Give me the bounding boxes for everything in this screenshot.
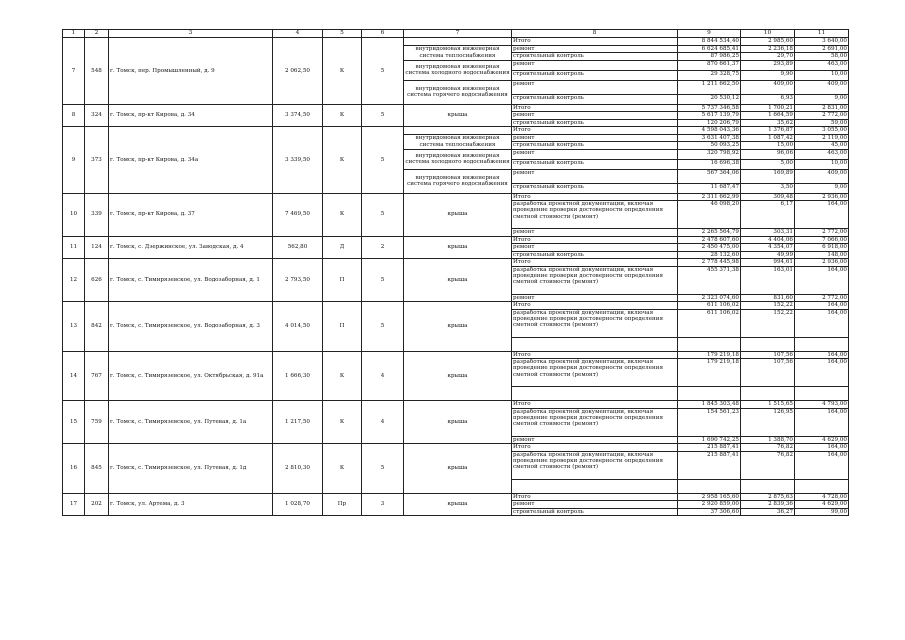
cost-limit: 7 066,00 <box>795 236 849 244</box>
floor-count: 2 <box>362 236 404 259</box>
work-control: строительный контроль <box>512 251 678 259</box>
cost-total: 611 106,02 <box>678 302 741 310</box>
floor-count: 5 <box>362 127 404 194</box>
engineering-system: внутридомовая инженерная система теплоснабжения <box>404 134 512 149</box>
cost-per-sqm: 6,17 <box>741 201 795 229</box>
cost-per-sqm: 6,93 <box>741 94 795 104</box>
cost-limit: 164,00 <box>795 451 849 479</box>
table-row <box>63 351 849 359</box>
cost-total: 2 958 165,60 <box>678 493 741 501</box>
work-repair: ремонт <box>512 229 678 237</box>
wall-material: П <box>323 259 362 302</box>
cost-total: 320 798,92 <box>678 149 741 159</box>
cost-blank <box>741 479 795 493</box>
total-label: Итого <box>512 38 678 46</box>
house-id: 626 <box>85 259 109 302</box>
cost-limit: 2 119,00 <box>795 134 849 142</box>
cost-blank <box>741 337 795 351</box>
floor-count: 5 <box>362 259 404 302</box>
house-address: г. Томск, с. Тимирязевское, ул. Октябрьская, д. 91а <box>109 351 273 401</box>
cost-blank <box>795 479 849 493</box>
cost-total: 120 206,79 <box>678 119 741 127</box>
wall-material: К <box>323 444 362 494</box>
total-label: Итого <box>512 302 678 310</box>
cost-limit: 99,00 <box>795 508 849 516</box>
work-repair: ремонт <box>512 45 678 53</box>
work-design: разработка проектной документации, включая проведение проверки достоверности определения сметной стоимости (ремонт) <box>512 451 678 479</box>
floor-count: 5 <box>362 193 404 236</box>
house-area: 7 469,50 <box>273 193 323 236</box>
engineering-system: внутридомовая инженерная система горячего водоснабжения <box>404 80 512 104</box>
house-address: г. Томск, с. Тимирязевское, ул. Путевая, д. 1а <box>109 401 273 444</box>
cost-total: 16 696,38 <box>678 159 741 169</box>
cost-per-sqm: 994,61 <box>741 259 795 267</box>
work-control: строительный контроль <box>512 94 678 104</box>
work-blank <box>512 337 678 351</box>
house-area: 2 793,50 <box>273 259 323 302</box>
cost-blank <box>678 479 741 493</box>
cost-limit: 2 772,00 <box>795 229 849 237</box>
cost-total: 567 364,06 <box>678 169 741 183</box>
cost-limit: 6 918,00 <box>795 244 849 252</box>
house-id: 767 <box>85 351 109 401</box>
cost-per-sqm: 163,01 <box>741 266 795 294</box>
work-control: строительный контроль <box>512 142 678 150</box>
wall-material: К <box>323 127 362 194</box>
total-label: Итого <box>512 104 678 112</box>
house-id: 845 <box>85 444 109 494</box>
house-address: г. Томск, с. Тимирязевское, ул. Путевая, д. 1д <box>109 444 273 494</box>
cost-limit: 9,00 <box>795 94 849 104</box>
cost-limit: 4 728,00 <box>795 493 849 501</box>
row-number: 11 <box>63 236 85 259</box>
engineering-system: внутридомовая инженерная система теплоснабжения <box>404 45 512 60</box>
work-blank <box>404 38 512 46</box>
cost-per-sqm: 1 376,87 <box>741 127 795 135</box>
cost-total: 37 306,60 <box>678 508 741 516</box>
cost-total: 154 561,23 <box>678 408 741 436</box>
work-repair: ремонт <box>512 80 678 94</box>
table-row <box>63 401 849 409</box>
cost-per-sqm: 107,56 <box>741 359 795 387</box>
row-number: 9 <box>63 127 85 194</box>
table-row <box>63 104 849 112</box>
cost-total: 215 887,41 <box>678 444 741 452</box>
cost-per-sqm: 96,06 <box>741 149 795 159</box>
cost-per-sqm: 169,89 <box>741 169 795 183</box>
cost-limit: 9,00 <box>795 183 849 193</box>
cost-limit: 463,00 <box>795 60 849 70</box>
structure-roof: крыша <box>404 259 512 302</box>
wall-material: К <box>323 38 362 105</box>
wall-material: К <box>323 193 362 236</box>
work-control: строительный контроль <box>512 159 678 169</box>
cost-per-sqm: 1 087,42 <box>741 134 795 142</box>
cost-per-sqm: 9,90 <box>741 70 795 80</box>
house-area: 4 014,50 <box>273 302 323 352</box>
house-id: 339 <box>85 193 109 236</box>
work-design: разработка проектной документации, включая проведение проверки достоверности определения сметной стоимости (ремонт) <box>512 408 678 436</box>
row-number: 7 <box>63 38 85 105</box>
cost-per-sqm: 4 354,07 <box>741 244 795 252</box>
header-row <box>63 30 849 38</box>
floor-count: 4 <box>362 351 404 401</box>
cost-blank <box>678 337 741 351</box>
table-row <box>63 444 849 452</box>
total-label: Итого <box>512 236 678 244</box>
wall-material: К <box>323 104 362 127</box>
work-control: строительный контроль <box>512 70 678 80</box>
work-repair: ремонт <box>512 436 678 444</box>
col-header-6: 6 <box>362 30 404 38</box>
work-blank <box>404 127 512 135</box>
cost-total: 46 098,20 <box>678 201 741 229</box>
house-area: 3 339,50 <box>273 127 323 194</box>
work-control: строительный контроль <box>512 183 678 193</box>
house-area: 1 217,50 <box>273 401 323 444</box>
cost-total: 5 617 139,79 <box>678 112 741 120</box>
work-repair: ремонт <box>512 60 678 70</box>
total-label: Итого <box>512 493 678 501</box>
wall-material: К <box>323 401 362 444</box>
structure-roof: крыша <box>404 193 512 236</box>
cost-limit: 10,00 <box>795 70 849 80</box>
cost-per-sqm: 293,89 <box>741 60 795 70</box>
wall-material: Пр <box>323 493 362 516</box>
cost-limit: 2 831,00 <box>795 104 849 112</box>
cost-total: 2 478 607,60 <box>678 236 741 244</box>
cost-per-sqm: 152,22 <box>741 309 795 337</box>
col-header-3: 3 <box>109 30 273 38</box>
table-row <box>63 302 849 310</box>
row-number: 13 <box>63 302 85 352</box>
cost-blank <box>795 387 849 401</box>
cost-limit: 58,00 <box>795 53 849 61</box>
cost-total: 1 211 662,50 <box>678 80 741 94</box>
cost-limit: 164,00 <box>795 351 849 359</box>
total-label: Итого <box>512 127 678 135</box>
cost-total: 2 265 564,79 <box>678 229 741 237</box>
house-id: 373 <box>85 127 109 194</box>
cost-per-sqm: 107,56 <box>741 351 795 359</box>
col-header-8: 8 <box>512 30 678 38</box>
cost-blank <box>795 337 849 351</box>
cost-total: 611 106,02 <box>678 309 741 337</box>
cost-total: 50 093,25 <box>678 142 741 150</box>
cost-limit: 2 691,00 <box>795 45 849 53</box>
cost-per-sqm: 2 839,36 <box>741 501 795 509</box>
work-repair: ремонт <box>512 294 678 302</box>
work-blank <box>512 479 678 493</box>
work-control: строительный контроль <box>512 53 678 61</box>
structure-roof: крыша <box>404 401 512 444</box>
cost-total: 179 219,18 <box>678 359 741 387</box>
row-number: 10 <box>63 193 85 236</box>
house-id: 202 <box>85 493 109 516</box>
cost-limit: 2 772,00 <box>795 294 849 302</box>
cost-per-sqm: 2 875,63 <box>741 493 795 501</box>
cost-total: 28 132,60 <box>678 251 741 259</box>
cost-total: 2 323 074,60 <box>678 294 741 302</box>
work-repair: ремонт <box>512 501 678 509</box>
row-number: 12 <box>63 259 85 302</box>
row-number: 16 <box>63 444 85 494</box>
house-area: 1 028,70 <box>273 493 323 516</box>
cost-limit: 2 772,00 <box>795 112 849 120</box>
col-header-4: 4 <box>273 30 323 38</box>
cost-per-sqm: 1 388,70 <box>741 436 795 444</box>
cost-limit: 409,00 <box>795 80 849 94</box>
cost-limit: 59,00 <box>795 119 849 127</box>
cost-per-sqm: 5,00 <box>741 159 795 169</box>
cost-limit: 164,00 <box>795 201 849 229</box>
total-label: Итого <box>512 193 678 201</box>
house-id: 324 <box>85 104 109 127</box>
house-address: г. Томск, пр-кт Кирова, д. 34а <box>109 127 273 194</box>
floor-count: 5 <box>362 38 404 105</box>
cost-per-sqm: 36,27 <box>741 508 795 516</box>
house-area: 1 666,30 <box>273 351 323 401</box>
floor-count: 5 <box>362 444 404 494</box>
cost-total: 1 845 303,48 <box>678 401 741 409</box>
structure-roof: крыша <box>404 493 512 516</box>
work-control: строительный контроль <box>512 119 678 127</box>
cost-total: 11 687,47 <box>678 183 741 193</box>
table-row <box>63 259 849 267</box>
cost-limit: 164,00 <box>795 444 849 452</box>
cost-per-sqm: 2 985,60 <box>741 38 795 46</box>
col-header-9: 9 <box>678 30 741 38</box>
cost-total: 1 690 742,25 <box>678 436 741 444</box>
cost-limit: 463,00 <box>795 149 849 159</box>
cost-total: 4 598 043,36 <box>678 127 741 135</box>
structure-roof: крыша <box>404 444 512 494</box>
cost-total: 87 986,25 <box>678 53 741 61</box>
cost-limit: 3 055,00 <box>795 127 849 135</box>
cost-blank <box>741 387 795 401</box>
row-number: 15 <box>63 401 85 444</box>
cost-total: 2 450 475,00 <box>678 244 741 252</box>
cost-limit: 164,00 <box>795 359 849 387</box>
cost-limit: 164,00 <box>795 309 849 337</box>
house-id: 548 <box>85 38 109 105</box>
cost-blank <box>678 387 741 401</box>
floor-count: 5 <box>362 104 404 127</box>
house-id: 759 <box>85 401 109 444</box>
work-repair: ремонт <box>512 244 678 252</box>
cost-per-sqm: 4 404,06 <box>741 236 795 244</box>
table-row <box>63 493 849 501</box>
total-label: Итого <box>512 401 678 409</box>
capital-repair-table <box>62 29 849 516</box>
cost-total: 2 920 859,00 <box>678 501 741 509</box>
cost-total: 20 530,12 <box>678 94 741 104</box>
cost-per-sqm: 152,22 <box>741 302 795 310</box>
engineering-system: внутридомовая инженерная система горячего водоснабжения <box>404 169 512 193</box>
structure-roof: крыша <box>404 351 512 401</box>
table-row <box>63 127 849 135</box>
cost-total: 215 887,41 <box>678 451 741 479</box>
work-blank <box>512 387 678 401</box>
work-design: разработка проектной документации, включая проведение проверки достоверности определения сметной стоимости (ремонт) <box>512 359 678 387</box>
col-header-11: 11 <box>795 30 849 38</box>
cost-limit: 409,00 <box>795 169 849 183</box>
col-header-5: 5 <box>323 30 362 38</box>
cost-per-sqm: 303,31 <box>741 229 795 237</box>
house-area: 3 374,50 <box>273 104 323 127</box>
cost-per-sqm: 2 236,18 <box>741 45 795 53</box>
cost-per-sqm: 1 700,21 <box>741 104 795 112</box>
cost-per-sqm: 309,48 <box>741 193 795 201</box>
cost-total: 29 328,75 <box>678 70 741 80</box>
work-repair: ремонт <box>512 169 678 183</box>
cost-per-sqm: 49,99 <box>741 251 795 259</box>
wall-material: Д <box>323 236 362 259</box>
cost-total: 870 661,37 <box>678 60 741 70</box>
house-id: 842 <box>85 302 109 352</box>
cost-total: 2 778 445,98 <box>678 259 741 267</box>
col-header-2: 2 <box>85 30 109 38</box>
cost-total: 455 371,38 <box>678 266 741 294</box>
cost-limit: 2 936,00 <box>795 193 849 201</box>
house-address: г. Томск, пр-кт Кирова, д. 37 <box>109 193 273 236</box>
floor-count: 3 <box>362 493 404 516</box>
work-control: строительный контроль <box>512 508 678 516</box>
cost-total: 8 844 534,40 <box>678 38 741 46</box>
work-design: разработка проектной документации, включая проведение проверки достоверности определения сметной стоимости (ремонт) <box>512 201 678 229</box>
col-header-7: 7 <box>404 30 512 38</box>
total-label: Итого <box>512 351 678 359</box>
col-header-10: 10 <box>741 30 795 38</box>
structure-roof: крыша <box>404 236 512 259</box>
cost-limit: 148,00 <box>795 251 849 259</box>
house-address: г. Томск, с. Тимирязевское, ул. Водозаборная, д. 1 <box>109 259 273 302</box>
cost-per-sqm: 1 664,59 <box>741 112 795 120</box>
total-label: Итого <box>512 444 678 452</box>
table-row <box>63 38 849 46</box>
work-design: разработка проектной документации, включая проведение проверки достоверности определения сметной стоимости (ремонт) <box>512 266 678 294</box>
document-page <box>62 29 848 600</box>
floor-count: 5 <box>362 302 404 352</box>
cost-per-sqm: 126,95 <box>741 408 795 436</box>
house-address: г. Томск, пер. Промышленный, д. 9 <box>109 38 273 105</box>
house-address: г. Томск, с. Дзержинское, ул. Заводская, д. 4 <box>109 236 273 259</box>
cost-limit: 4 629,00 <box>795 436 849 444</box>
cost-per-sqm: 409,00 <box>741 80 795 94</box>
wall-material: К <box>323 351 362 401</box>
house-address: г. Томск, ул. Артема, д. 3 <box>109 493 273 516</box>
engineering-system: внутридомовая инженерная система холодного водоснабжения <box>404 149 512 169</box>
wall-material: П <box>323 302 362 352</box>
row-number: 17 <box>63 493 85 516</box>
cost-total: 2 311 662,99 <box>678 193 741 201</box>
house-area: 2 062,50 <box>273 38 323 105</box>
cost-per-sqm: 76,82 <box>741 451 795 479</box>
cost-per-sqm: 76,82 <box>741 444 795 452</box>
cost-limit: 164,00 <box>795 302 849 310</box>
work-repair: ремонт <box>512 149 678 159</box>
row-number: 14 <box>63 351 85 401</box>
house-area: 2 810,30 <box>273 444 323 494</box>
floor-count: 4 <box>362 401 404 444</box>
cost-limit: 4 793,00 <box>795 401 849 409</box>
structure-roof: крыша <box>404 302 512 352</box>
work-design: разработка проектной документации, включая проведение проверки достоверности определения сметной стоимости (ремонт) <box>512 309 678 337</box>
cost-limit: 3 640,00 <box>795 38 849 46</box>
work-repair: ремонт <box>512 134 678 142</box>
cost-per-sqm: 35,62 <box>741 119 795 127</box>
cost-per-sqm: 1 515,65 <box>741 401 795 409</box>
cost-total: 6 624 685,41 <box>678 45 741 53</box>
cost-total: 3 631 407,38 <box>678 134 741 142</box>
cost-total: 5 737 346,58 <box>678 104 741 112</box>
cost-limit: 10,00 <box>795 159 849 169</box>
work-repair: ремонт <box>512 112 678 120</box>
house-address: г. Томск, с. Тимирязевское, ул. Водозаборная, д. 3 <box>109 302 273 352</box>
structure-roof: крыша <box>404 104 512 127</box>
cost-limit: 164,00 <box>795 408 849 436</box>
cost-total: 179 219,18 <box>678 351 741 359</box>
house-address: г. Томск, пр-кт Кирова, д. 34 <box>109 104 273 127</box>
cost-limit: 4 629,00 <box>795 501 849 509</box>
col-header-1: 1 <box>63 30 85 38</box>
table-row <box>63 193 849 201</box>
cost-limit: 2 936,00 <box>795 259 849 267</box>
total-label: Итого <box>512 259 678 267</box>
cost-limit: 164,00 <box>795 266 849 294</box>
cost-per-sqm: 15,00 <box>741 142 795 150</box>
row-number: 8 <box>63 104 85 127</box>
house-area: 562,80 <box>273 236 323 259</box>
cost-limit: 45,00 <box>795 142 849 150</box>
cost-per-sqm: 29,70 <box>741 53 795 61</box>
cost-per-sqm: 831,60 <box>741 294 795 302</box>
house-id: 124 <box>85 236 109 259</box>
cost-per-sqm: 3,50 <box>741 183 795 193</box>
engineering-system: внутридомовая инженерная система холодного водоснабжения <box>404 60 512 80</box>
table-row <box>63 236 849 244</box>
